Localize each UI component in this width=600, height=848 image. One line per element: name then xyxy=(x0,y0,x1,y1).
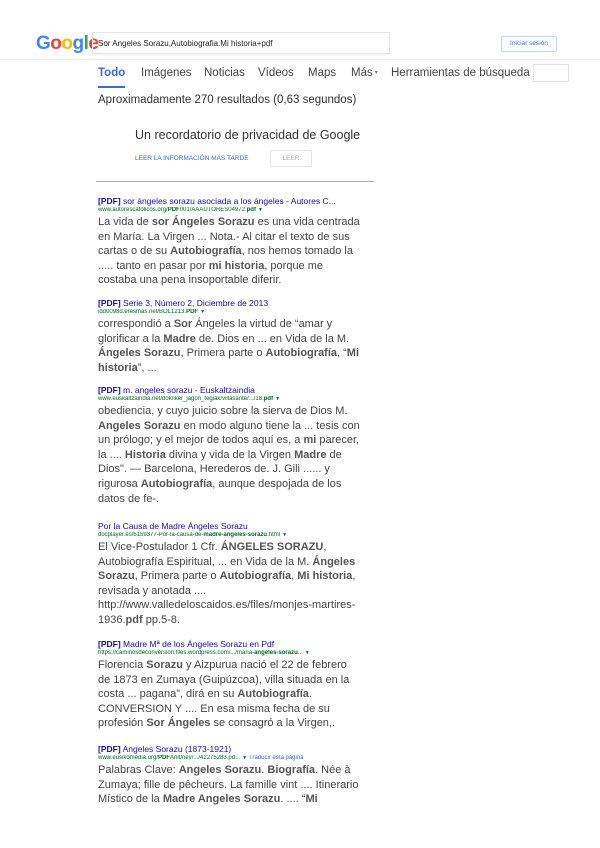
result-title: Angeles Sorazu (1873-1921) xyxy=(122,744,232,754)
result-item xyxy=(98,521,360,628)
top-bar xyxy=(0,0,600,60)
pdf-tag: [PDF] xyxy=(98,298,121,308)
translate-link[interactable]: Traducir esta página xyxy=(249,755,304,761)
snippet-highlight: Ángeles Sorazu xyxy=(98,555,356,583)
result-item xyxy=(98,639,360,731)
url-bold: pdf xyxy=(263,396,274,402)
result-title: sor ángeles sorazu asociada a los ángeles - Autores C... xyxy=(123,196,336,206)
url-menu-arrow-icon[interactable]: ▼ xyxy=(200,309,206,315)
snippet-highlight: Ángeles Sorazu xyxy=(98,347,181,360)
snippet-highlight: Angeles Sorazu xyxy=(178,764,262,776)
result-url xyxy=(98,650,360,656)
url-bold: PDF xyxy=(158,755,171,761)
url-part: www.euskaltzaindia.net/dok/iker_jagon_tegiak/villasante/.../18. xyxy=(98,396,264,402)
snippet-highlight: Angeles Sorazu xyxy=(98,419,181,432)
result-item xyxy=(98,298,360,375)
url-part: https://caminosdeconversion.files.wordpress.com/.../maria- xyxy=(98,650,255,656)
result-title-link[interactable] xyxy=(98,385,360,395)
result-title-link[interactable] xyxy=(98,196,360,206)
result-snippet: Florencia Sorazu y Aizpurua nació el 22 de febrero de 1873 en Zumaya (Guipúzcoa), villa situada en la costa ... pagana”, dirá en su Autobiografía. CONVERSION Y .... En esa misma fecha de su profesión Sor Ángeles se consagró a la Virgen,. xyxy=(98,659,350,730)
snippet-highlight: Madre Angeles Sorazu xyxy=(162,793,281,806)
url-menu-arrow-icon[interactable]: ▼ xyxy=(282,532,288,538)
url-part: .html xyxy=(267,532,281,538)
tab-noticias[interactable]: Noticias xyxy=(204,67,245,79)
snippet-highlight: Historia xyxy=(124,448,166,461)
result-url xyxy=(98,309,360,315)
results-stats: Aproximadamente 270 resultados (0,63 segundos) xyxy=(98,94,357,106)
snippet-highlight: Sor Ángeles xyxy=(146,717,211,730)
snippet-highlight: Autobiografía xyxy=(219,570,292,583)
result-title: m. angeles sorazu - Euskaltzaindia xyxy=(123,385,255,395)
url-part: Anit/riev/.../42275283.pd... xyxy=(170,755,241,761)
privacy-title: Un recordatorio de privacidad de Google xyxy=(135,128,361,142)
tab-maps[interactable]: Maps xyxy=(308,67,337,79)
result-snippet: La vida de sor Ángeles Sorazu es una vida centrada en María. La Virgen ... Nota.- Al citar el texto de sus cartas o de su Autobiografía, nos hemos tomado la ..... tanto en pasar por mi historia, porque me costaba una pena insoportable diferir. xyxy=(98,216,360,287)
result-snippet: El Vice-Postulador 1 Cfr. ÁNGELES SORAZU, Autobiografía Espiritual, ... en Vida de la M. Ángeles Sorazu, Primera parte o Autobiografía, Mi historia, revisada y anotada .... http://www.valledeloscaidos.es/files/monjes-martires-1936.pdf pp.5-8. xyxy=(98,541,356,626)
result-title-link[interactable] xyxy=(98,298,360,308)
url-menu-arrow-icon[interactable]: ▼ xyxy=(257,207,263,213)
result-title-link[interactable] xyxy=(98,744,360,754)
active-tab-indicator xyxy=(98,86,125,88)
tab-search-tools[interactable]: Herramientas de búsqueda xyxy=(391,67,530,79)
search-input[interactable] xyxy=(93,34,389,54)
result-snippet: obediencia, y cuyo juicio sobre la sierva de Dios M. Angeles Sorazu en modo alguno tiene la ... tesis con un prólogo; y el mejor de todos aquí es, a mi parecer, la .... Historia divina y vida de la Virgen Madre de Dios". — Barcelona, Herederos de. J. Gili ...... y rigurosa Autobiografía, aunque despojada de los datos de fe-. xyxy=(98,405,360,505)
url-part: www.eusikomedia.org/ xyxy=(98,755,159,761)
url-part: 001/AAAUTORES04972. xyxy=(179,207,247,213)
url-bold: pdf xyxy=(246,207,256,213)
snippet-highlight: sor Ángeles Sorazu xyxy=(151,216,255,228)
url-part: www.autorescatolicos.org/ xyxy=(98,207,168,213)
result-snippet: Palabras Clave: Angeles Sorazu. Biografía. Née à Zumaya; fille de pêcheurs. La famille vint .... Itinerario Místico de la Madre Angeles Sorazu. .... “Mi xyxy=(98,764,359,806)
pdf-tag: [PDF] xyxy=(98,385,121,395)
result-item xyxy=(98,385,360,506)
snippet-highlight: Madre xyxy=(163,332,196,345)
snippet-highlight: Mi historia xyxy=(98,347,360,374)
result-url xyxy=(98,396,360,402)
pdf-tag: [PDF] xyxy=(98,744,121,754)
result-url xyxy=(98,755,360,761)
tab-mas-label: Más xyxy=(351,67,373,79)
url-bold: PDF xyxy=(186,309,199,315)
url-bold: madre-angeles-sorazu xyxy=(203,532,268,538)
url-part: ... xyxy=(297,650,303,656)
snippet-highlight: Autobiografía xyxy=(265,347,338,360)
sign-in-button[interactable]: Iniciar sesión xyxy=(501,36,557,52)
result-snippet: correspondió a Sor Ángeles la virtud de “amar y glorificar a la Madre de. Dios en ... en Vida de la M. Ángeles Sorazu, Primera parte o Autobiografía, “Mi historia”, ... xyxy=(98,318,360,374)
tabs-extra-box[interactable] xyxy=(533,64,569,82)
url-bold: PDF xyxy=(167,207,180,213)
pdf-tag: [PDF] xyxy=(98,196,121,206)
tab-todo[interactable]: Todo xyxy=(98,67,126,79)
chevron-down-icon: ▾ xyxy=(374,70,378,76)
url-menu-arrow-icon[interactable]: ▼ xyxy=(275,396,281,402)
snippet-highlight: Sorazu xyxy=(146,659,183,671)
snippet-highlight: Autobiografía xyxy=(170,245,242,258)
result-title: Madre Mª de los Ángeles Sorazu en Pdf xyxy=(123,639,275,649)
google-logo[interactable]: Google xyxy=(36,33,99,54)
read-later-link[interactable]: LEER LA INFORMACIÓN MÁS TARDE xyxy=(135,155,249,162)
privacy-reminder xyxy=(96,118,374,182)
search-box[interactable] xyxy=(92,32,390,54)
snippet-highlight: mi historia xyxy=(208,259,265,272)
snippet-highlight: Mi xyxy=(305,793,318,806)
read-button[interactable]: LEER xyxy=(270,150,312,167)
tab-mas[interactable] xyxy=(351,67,378,79)
result-url xyxy=(98,532,360,538)
result-item xyxy=(98,744,360,807)
tab-videos[interactable]: Vídeos xyxy=(258,67,294,79)
url-menu-arrow-icon[interactable]: ▼ xyxy=(242,755,248,761)
snippet-highlight: Biografía xyxy=(267,764,316,776)
snippet-highlight: mi xyxy=(303,434,317,447)
result-title: Serie 3, Número 2, Diciembre de 2013 xyxy=(123,298,269,308)
snippet-highlight: pdf xyxy=(125,613,143,626)
result-title-link[interactable] xyxy=(98,639,360,649)
snippet-highlight: ÁNGELES SORAZU xyxy=(220,541,324,553)
url-part: idd0098d.eresmas.net/BOL1213. xyxy=(98,309,187,315)
tab-imagenes[interactable]: Imágenes xyxy=(141,67,192,79)
result-title-link[interactable] xyxy=(98,521,360,531)
snippet-highlight: Sor xyxy=(173,318,193,330)
result-title: Por la Causa de Madre Ángeles Sorazu xyxy=(98,521,248,531)
search-tabs xyxy=(98,64,578,88)
snippet-highlight: Autobiografía xyxy=(237,688,309,701)
snippet-highlight: Autobiografía xyxy=(140,477,213,490)
url-part: docplayer.es/6159377-Por-la-causa-de- xyxy=(98,532,204,538)
url-menu-arrow-icon[interactable]: ▼ xyxy=(304,650,310,656)
snippet-highlight: Mi historia xyxy=(297,570,353,583)
url-bold: angeles-sorazu xyxy=(254,650,298,656)
result-item xyxy=(98,196,360,288)
pdf-tag: [PDF] xyxy=(98,639,121,649)
result-url xyxy=(98,207,360,213)
snippet-highlight: Madre xyxy=(294,448,327,461)
